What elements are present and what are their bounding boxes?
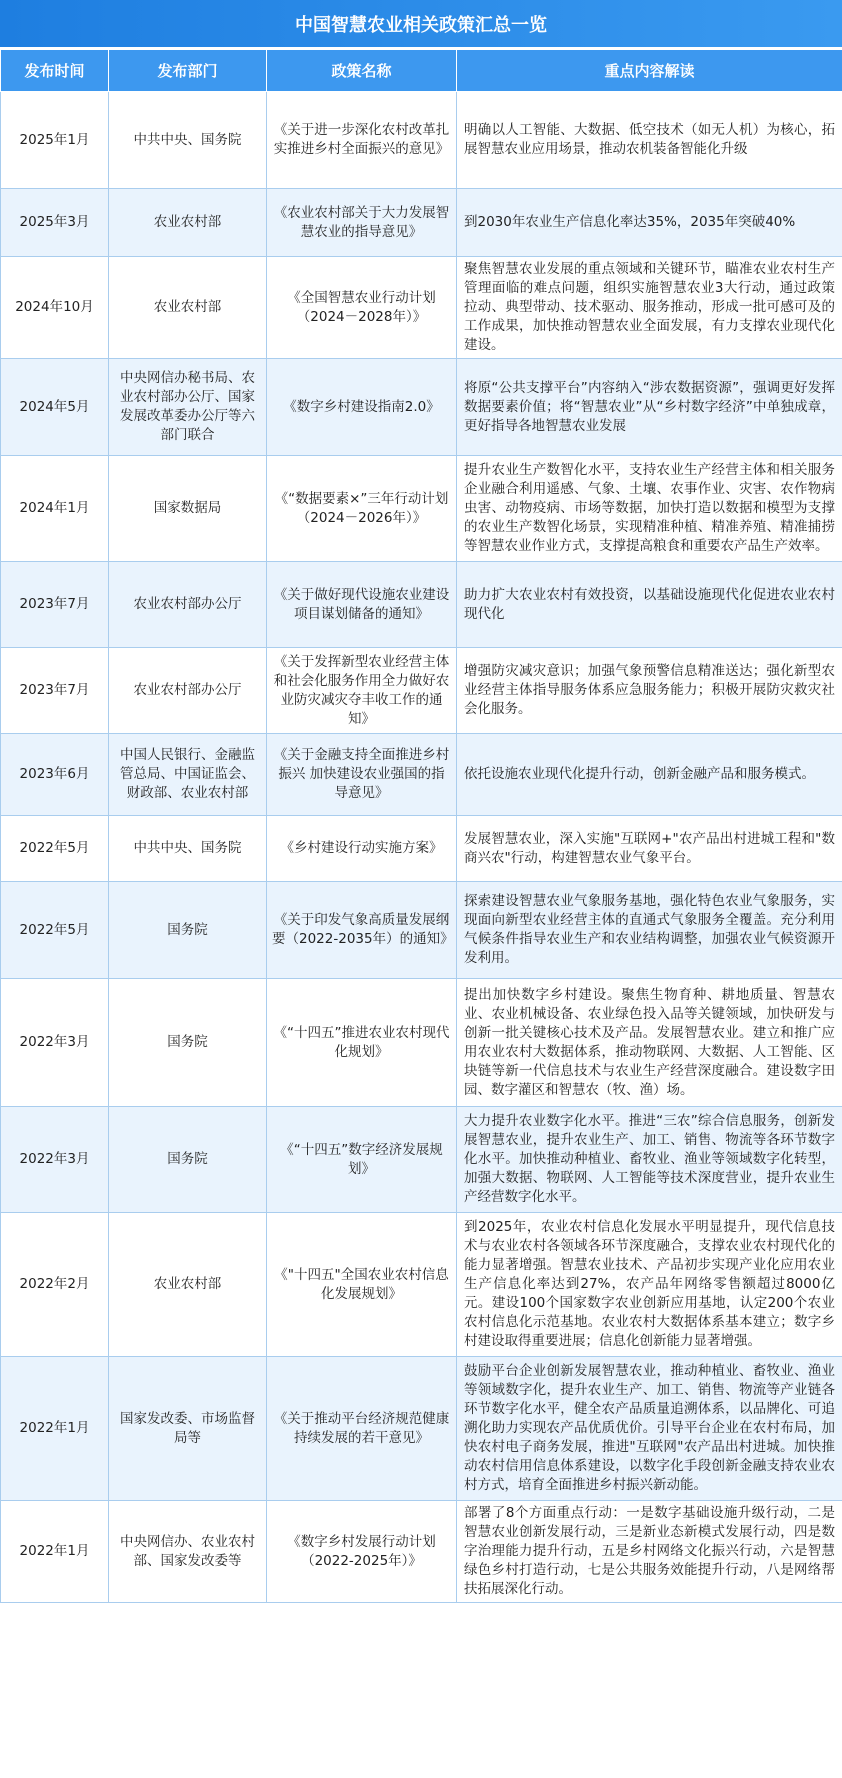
header-policy-name: 政策名称 bbox=[267, 50, 457, 92]
cell-key-content: 探索建设智慧农业气象服务基地，强化特色农业气象服务，实现面向新型农业经营主体的直通式气象服务全覆盖。充分利用气候条件指导农业生产和农业结构调整，加强农业气候资源开发利用。 bbox=[457, 882, 842, 979]
cell-key-content: 明确以人工智能、大数据、低空技术（如无人机）为核心，拓展智慧农业应用场景，推动农机装备智能化升级 bbox=[457, 92, 842, 189]
cell-department: 农业农村部 bbox=[109, 257, 267, 359]
table-row bbox=[1, 1357, 842, 1501]
table-row bbox=[1, 882, 842, 979]
table-row bbox=[1, 734, 842, 816]
table-row bbox=[1, 1213, 842, 1357]
cell-department: 农业农村部 bbox=[109, 1213, 267, 1357]
cell-policy-name: 《关于金融支持全面推进乡村振兴 加快建设农业强国的指导意见》 bbox=[267, 734, 457, 816]
cell-date: 2022年2月 bbox=[1, 1213, 109, 1357]
cell-policy-name: 《全国智慧农业行动计划（2024－2028年）》 bbox=[267, 257, 457, 359]
cell-policy-name: 《关于推动平台经济规范健康持续发展的若干意见》 bbox=[267, 1357, 457, 1501]
table-row bbox=[1, 979, 842, 1107]
cell-policy-name: 《“数据要素×”三年行动计划（2024－2026年）》 bbox=[267, 456, 457, 562]
cell-date: 2022年3月 bbox=[1, 1107, 109, 1213]
table-row bbox=[1, 1107, 842, 1213]
cell-date: 2022年1月 bbox=[1, 1357, 109, 1501]
table-row bbox=[1, 189, 842, 257]
cell-department: 中共中央、国务院 bbox=[109, 92, 267, 189]
cell-department: 国家发改委、市场监督局等 bbox=[109, 1357, 267, 1501]
cell-key-content: 到2025年，农业农村信息化发展水平明显提升，现代信息技术与农业农村各领域各环节深度融合，支撑农业农村现代化的能力显著增强。智慧农业技术、产品初步实现产业化应用农业生产信息化率达到27%，农产品年网络零售额超过8000亿元。建设100个国家数字农业创新应用基地，认定200个农业农村信息化示范基地。农业农村大数据体系基本建立；数字乡村建设取得重要进展；信息化创新能力显著增强。 bbox=[457, 1213, 842, 1357]
cell-key-content: 提出加快数字乡村建设。聚焦生物育种、耕地质量、智慧农业、农业机械设备、农业绿色投入品等关键领域，加快研发与创新一批关键核心技术及产品。发展智慧农业。建立和推广应用农业农村大数据体系，推动物联网、大数据、人工智能、区块链等新一代信息技术与农业生产经营深度融合。建设数字田园、数字灌区和智慧农（牧、渔）场。 bbox=[457, 979, 842, 1107]
cell-department: 中共中央、国务院 bbox=[109, 816, 267, 882]
cell-department: 国务院 bbox=[109, 1107, 267, 1213]
cell-policy-name: 《“十四五”推进农业农村现代化规划》 bbox=[267, 979, 457, 1107]
cell-policy-name: 《数字乡村建设指南2.0》 bbox=[267, 359, 457, 456]
cell-key-content: 聚焦智慧农业发展的重点领域和关键环节，瞄准农业农村生产管理面临的难点问题，组织实施智慧农业3大行动，通过政策拉动、典型带动、技术驱动、服务推动，形成一批可感可及的工作成果，加快推动智慧农业全面发展，有力支撑农业现代化建设。 bbox=[457, 257, 842, 359]
cell-policy-name: 《乡村建设行动实施方案》 bbox=[267, 816, 457, 882]
policy-table bbox=[0, 49, 842, 1603]
table-row bbox=[1, 92, 842, 189]
cell-date: 2022年1月 bbox=[1, 1501, 109, 1603]
cell-date: 2023年7月 bbox=[1, 648, 109, 734]
cell-department: 农业农村部办公厅 bbox=[109, 562, 267, 648]
cell-policy-name: 《关于发挥新型农业经营主体和社会化服务作用全力做好农业防灾减灾夺丰收工作的通知》 bbox=[267, 648, 457, 734]
table-body bbox=[1, 92, 842, 1603]
cell-key-content: 发展智慧农业，深入实施"互联网+"农产品出村进城工程和"数商兴农"行动，构建智慧农业气象平台。 bbox=[457, 816, 842, 882]
cell-key-content: 大力提升农业数字化水平。推进“三农”综合信息服务，创新发展智慧农业，提升农业生产、加工、销售、物流等各环节数字化水平。加快推动种植业、畜牧业、渔业等领域数字化转型，加强大数据、物联网、人工智能等技术深度营业，提升农业生产经营数字化水平。 bbox=[457, 1107, 842, 1213]
cell-department: 中央网信办秘书局、农业农村部办公厅、国家发展改革委办公厅等六部门联合 bbox=[109, 359, 267, 456]
cell-date: 2023年7月 bbox=[1, 562, 109, 648]
header-date: 发布时间 bbox=[1, 50, 109, 92]
cell-policy-name: 《关于进一步深化农村改革扎实推进乡村全面振兴的意见》 bbox=[267, 92, 457, 189]
cell-key-content: 鼓励平台企业创新发展智慧农业，推动种植业、畜牧业、渔业等领域数字化，提升农业生产、加工、销售、物流等产业链各环节数字化水平，健全农产品质量追溯体系，以品牌化、可追溯化助力实现农产品优质优价。引导平台企业在农村布局，加快农村电子商务发展，推进"互联网"农产品出村进城。加快推动农村信用信息体系建设，以数字化手段创新金融支持农业农村方式，培育全面推进乡村振兴新动能。 bbox=[457, 1357, 842, 1501]
cell-policy-name: 《"十四五"全国农业农村信息化发展规划》 bbox=[267, 1213, 457, 1357]
cell-date: 2025年1月 bbox=[1, 92, 109, 189]
cell-key-content: 提升农业生产数智化水平，支持农业生产经营主体和相关服务企业融合利用遥感、气象、土壤、农事作业、灾害、农作物病虫害、动物疫病、市场等数据，加快打造以数据和模型为支撑的农业生产数智化场景，实现精准种植、精准养殖、精准捕捞等智慧农业作业方式，支撑提高粮食和重要农产品生产效率。 bbox=[457, 456, 842, 562]
cell-date: 2022年5月 bbox=[1, 882, 109, 979]
cell-key-content: 部署了8个方面重点行动：一是数字基础设施升级行动，二是智慧农业创新发展行动，三是新业态新模式发展行动，四是数字治理能力提升行动，五是乡村网络文化振兴行动，六是智慧绿色乡村打造行动，七是公共服务效能提升行动，八是网络帮扶拓展深化行动。 bbox=[457, 1501, 842, 1603]
cell-policy-name: 《农业农村部关于大力发展智慧农业的指导意见》 bbox=[267, 189, 457, 257]
cell-department: 国家数据局 bbox=[109, 456, 267, 562]
cell-key-content: 助力扩大农业农村有效投资，以基础设施现代化促进农业农村现代化 bbox=[457, 562, 842, 648]
cell-key-content: 依托设施农业现代化提升行动，创新金融产品和服务模式。 bbox=[457, 734, 842, 816]
cell-date: 2024年10月 bbox=[1, 257, 109, 359]
table-row bbox=[1, 648, 842, 734]
table-row bbox=[1, 1501, 842, 1603]
cell-department: 农业农村部办公厅 bbox=[109, 648, 267, 734]
cell-key-content: 将原“公共支撑平台”内容纳入“涉农数据资源”，强调更好发挥数据要素价值；将“智慧农业”从“乡村数字经济”中单独成章，更好指导各地智慧农业发展 bbox=[457, 359, 842, 456]
cell-policy-name: 《数字乡村发展行动计划（2022-2025年）》 bbox=[267, 1501, 457, 1603]
cell-date: 2022年3月 bbox=[1, 979, 109, 1107]
cell-department: 国务院 bbox=[109, 882, 267, 979]
header-department: 发布部门 bbox=[109, 50, 267, 92]
cell-date: 2024年1月 bbox=[1, 456, 109, 562]
cell-policy-name: 《关于做好现代设施农业建设项目谋划储备的通知》 bbox=[267, 562, 457, 648]
cell-department: 农业农村部 bbox=[109, 189, 267, 257]
cell-key-content: 增强防灾减灾意识；加强气象预警信息精准送达；强化新型农业经营主体指导服务体系应急服务能力；积极开展防灾救灾社会化服务。 bbox=[457, 648, 842, 734]
table-row bbox=[1, 359, 842, 456]
header-key-content: 重点内容解读 bbox=[457, 50, 842, 92]
cell-policy-name: 《关于印发气象高质量发展纲要（2022-2035年）的通知》 bbox=[267, 882, 457, 979]
cell-department: 国务院 bbox=[109, 979, 267, 1107]
page-title: 中国智慧农业相关政策汇总一览 bbox=[0, 0, 842, 49]
header-row bbox=[1, 50, 842, 92]
cell-policy-name: 《“十四五”数字经济发展规划》 bbox=[267, 1107, 457, 1213]
cell-date: 2024年5月 bbox=[1, 359, 109, 456]
cell-department: 中国人民银行、金融监管总局、中国证监会、财政部、农业农村部 bbox=[109, 734, 267, 816]
table-row bbox=[1, 456, 842, 562]
table-row bbox=[1, 257, 842, 359]
table-row bbox=[1, 816, 842, 882]
cell-date: 2023年6月 bbox=[1, 734, 109, 816]
cell-department: 中央网信办、农业农村部、国家发改委等 bbox=[109, 1501, 267, 1603]
cell-date: 2022年5月 bbox=[1, 816, 109, 882]
cell-key-content: 到2030年农业生产信息化率达35%，2035年突破40% bbox=[457, 189, 842, 257]
table-row bbox=[1, 562, 842, 648]
table-header bbox=[1, 50, 842, 92]
cell-date: 2025年3月 bbox=[1, 189, 109, 257]
